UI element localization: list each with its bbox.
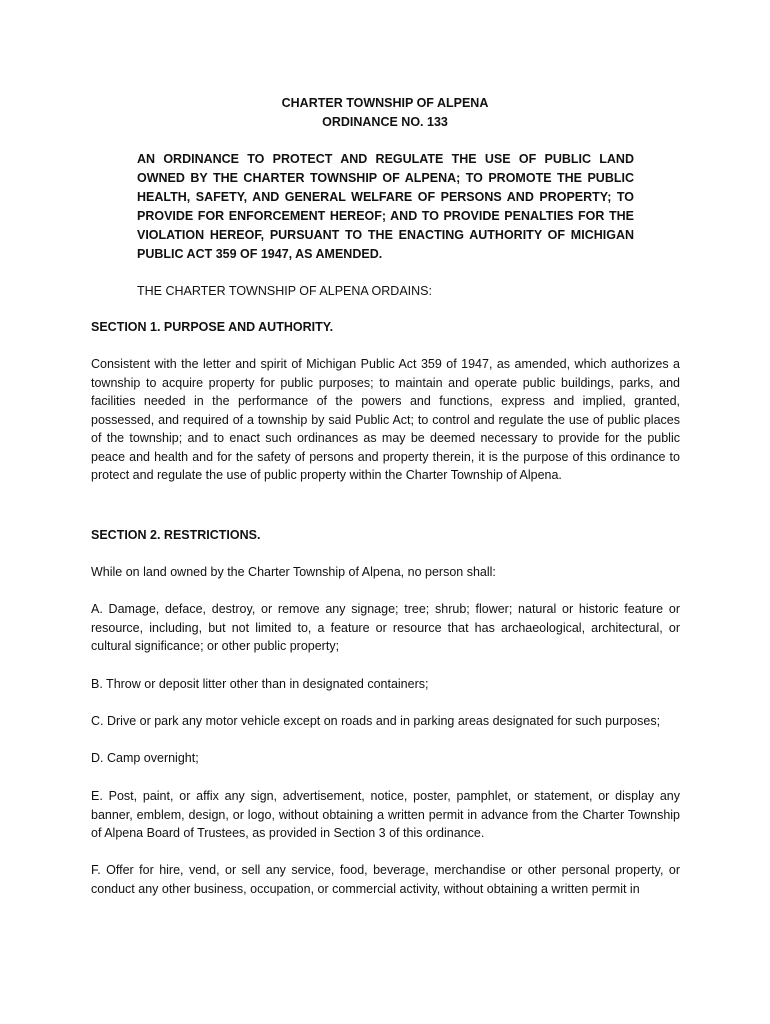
ordinance-number: ORDINANCE NO. 133 xyxy=(322,115,448,129)
ordinance-title: AN ORDINANCE TO PROTECT AND REGULATE THE USE OF PUBLIC LAND OWNED BY THE CHARTER TOWNSHIP OF ALPENA; TO PROMOTE THE PUBLIC HEALTH, SAFETY, AND GENERAL WELFARE OF PERSONS AND PROPERTY; TO PROVIDE FOR ENFORCEMENT HEREOF; AND TO PROVIDE PENALTIES FOR THE VIOLATION HEREOF, PURSUANT TO THE ENACTING AUTHORITY OF MICHIGAN PUBLIC ACT 359 OF 1947, AS AMENDED. xyxy=(137,152,634,261)
ordains-statement: THE CHARTER TOWNSHIP OF ALPENA ORDAINS: xyxy=(137,284,432,298)
restriction-e: E. Post, paint, or affix any sign, advertisement, notice, poster, pamphlet, or statement, or display any banner, emblem, design, or logo, without obtaining a written permit in advance from the Charter Township of Alpena Board of Trustees, as provided in Section 3 of this ordinance. xyxy=(91,789,680,840)
restriction-d: D. Camp overnight; xyxy=(91,751,199,765)
restriction-c: C. Drive or park any motor vehicle except on roads and in parking areas designated for such purposes; xyxy=(91,714,661,728)
section-2-intro: While on land owned by the Charter Township of Alpena, no person shall: xyxy=(91,565,496,579)
section-2-heading: SECTION 2. RESTRICTIONS. xyxy=(91,528,261,542)
township-header: CHARTER TOWNSHIP OF ALPENA xyxy=(281,96,489,110)
section-1-text: Consistent with the letter and spirit of Michigan Public Act 359 of 1947, as amended, which authorizes a township to acquire property for public purposes; to maintain and operate public buildings, parks, and facilities needed in the performance of the powers and functions, express and implied, granted, possessed, and required of a township by said Public Act; to control and regulate the use of public places of the township; and to enact such ordinances as may be deemed necessary to provide for the public peace and health and for the safety of persons and property therein, it is the purpose of this ordinance to protect and regulate the use of public property within the Charter Township of Alpena. xyxy=(91,357,680,482)
section-1-heading: SECTION 1. PURPOSE AND AUTHORITY. xyxy=(91,320,334,334)
restriction-f: F. Offer for hire, vend, or sell any service, food, beverage, merchandise or other personal property, or conduct any other business, occupation, or commercial activity, without obtaining a written permit in xyxy=(91,863,680,896)
restriction-a: A. Damage, deface, destroy, or remove any signage; tree; shrub; flower; natural or historic feature or resource, including, but not limited to, a feature or resource that has archaeological, architectural, or cultural significance; or other public property; xyxy=(91,602,680,653)
restriction-b: B. Throw or deposit litter other than in designated containers; xyxy=(91,677,429,691)
